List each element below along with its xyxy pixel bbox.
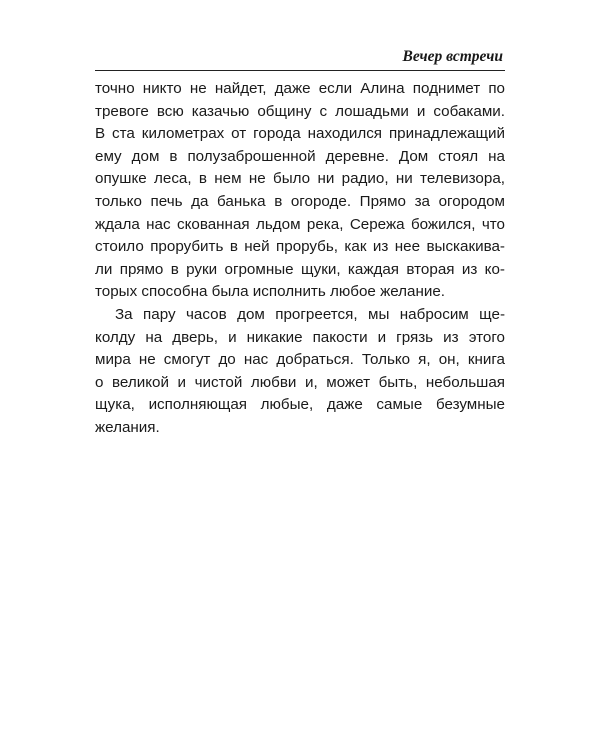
text-line: В ста километрах от города находился принадлежащий: [95, 125, 505, 143]
paragraph-2: [95, 304, 505, 440]
text-line: точно никто не найдет, даже если Алина поднимет по: [95, 80, 505, 97]
text-line: желания.: [95, 418, 160, 436]
running-head: [95, 44, 505, 71]
text-line: о великой и чистой любви и, может быть, небольшая: [95, 373, 505, 391]
running-title: Вечер встречи: [402, 48, 503, 65]
text-line: стоило прорубить в ней прорубь, как из нее выскакива-: [95, 238, 505, 256]
text-line: тревоге всю казачью общину с лошадьми и собаками.: [95, 102, 505, 120]
text-line: За пару часов дом прогреется, мы набросим ще-: [115, 305, 505, 323]
text-line: колду на дверь, и никакие пакости и грязь из этого: [95, 328, 505, 346]
body-text: [95, 78, 505, 440]
text-line: ждала нас скованная льдом река, Сережа божился, что: [95, 215, 505, 233]
text-line: опушке леса, в нем не было ни радио, ни телевизора,: [95, 170, 505, 188]
text-line: ему дом в полузаброшенной деревне. Дом стоял на: [95, 147, 505, 165]
text-line: торых способна была исполнить любое желание.: [95, 283, 446, 301]
text-line: ли прямо в руки огромные щуки, каждая вторая из ко-: [95, 260, 505, 278]
paragraph-1: [95, 78, 505, 304]
text-line: только печь да банька в огороде. Прямо за огородом: [95, 192, 505, 210]
text-line: мира не смогут до нас добраться. Только я, он, книга: [95, 351, 505, 369]
text-line: щука, исполняющая любые, даже самые безумные: [95, 396, 505, 414]
